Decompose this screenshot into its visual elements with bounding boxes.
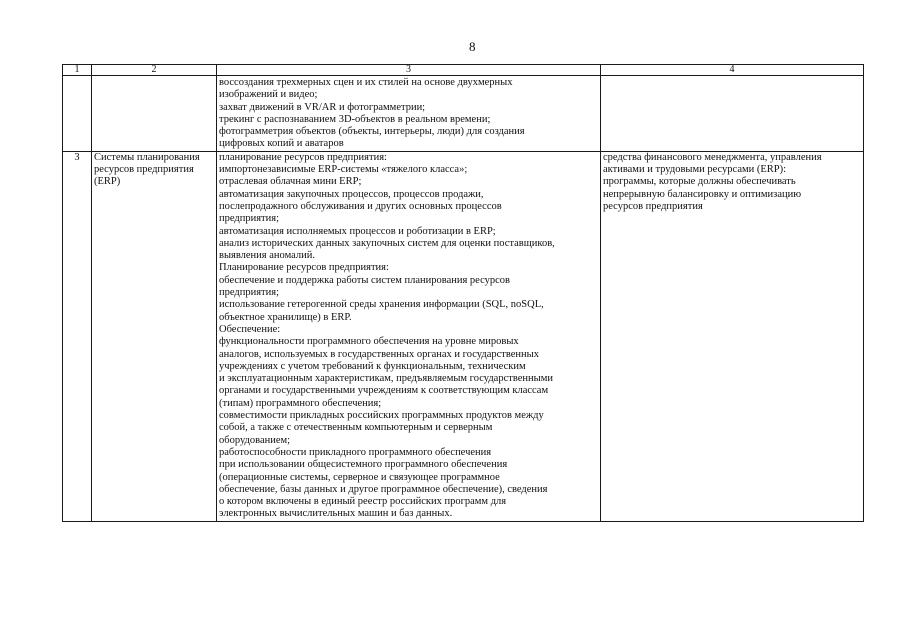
text-line: функциональности программного обеспечения на уровне мировых xyxy=(219,336,519,348)
text-line: собой, а также с отечественным компьютерным и серверным xyxy=(219,422,493,434)
header-cell-2: 2 xyxy=(92,65,217,76)
text-line: учреждениях с учетом требований к функциональным, техническим xyxy=(219,360,526,372)
text-line: Обеспечение: xyxy=(219,323,281,335)
text-line: воссоздания трехмерных сцен и их стилей на основе двухмерных xyxy=(219,77,513,88)
text-line: активами и трудовыми ресурсами (ERP): xyxy=(603,164,787,176)
text-line: выявления аномалий. xyxy=(219,250,316,262)
products-cell xyxy=(601,151,864,521)
text-line: захват движений в VR/AR и фотограмметрии; xyxy=(219,101,426,113)
text-line: предприятия; xyxy=(219,213,280,225)
text-line: предприятия; xyxy=(219,287,280,299)
continuation-technologies-cell xyxy=(217,76,601,152)
text-line: анализ исторических данных закупочных систем для оценки поставщиков, xyxy=(219,237,555,249)
text-line: обеспечение и поддержка работы систем планирования ресурсов xyxy=(219,274,510,286)
continuation-number-cell xyxy=(63,76,92,152)
text-line: автоматизация исполняемых процессов и роботизации в ERP; xyxy=(219,225,496,237)
text-line: электронных вычислительных машин и баз данных. xyxy=(219,508,453,520)
text-line: программы, которые должны обеспечивать xyxy=(603,176,796,188)
header-cell-1: 1 xyxy=(63,65,92,76)
row-number-cell: 3 xyxy=(63,151,92,521)
continuation-products-cell xyxy=(601,76,864,152)
table-row-3 xyxy=(63,151,864,521)
text-line: объектное хранилище) в ERP. xyxy=(219,311,352,323)
text-line: Планирование ресурсов предприятия: xyxy=(219,262,389,274)
text-line: Системы планирования xyxy=(94,151,200,163)
requirements-table xyxy=(62,64,864,522)
text-line: планирование ресурсов предприятия: xyxy=(219,151,387,163)
text-line: импортонезависимые ERP-системы «тяжелого класса»; xyxy=(219,164,468,176)
text-line: автоматизация закупочных процессов, процессов продажи, xyxy=(219,188,484,200)
text-line: органами и государственными учреждениям к соответствующим классам xyxy=(219,385,549,397)
text-line: оборудованием; xyxy=(219,434,291,446)
text-line: ресурсов предприятия xyxy=(94,164,194,176)
text-line: работоспособности прикладного программного обеспечения xyxy=(219,446,492,458)
technologies-cell xyxy=(217,151,601,521)
page-number: 8 xyxy=(469,39,476,54)
text-line: (операционные системы, серверное и связующее программное xyxy=(219,471,500,483)
text-line: трекинг с распознаванием 3D-объектов в реальном времени; xyxy=(219,113,491,125)
continuation-name-cell xyxy=(92,76,217,152)
text-line: обеспечение, базы данных и другое программное обеспечение), сведения xyxy=(219,483,548,495)
system-name-cell xyxy=(92,151,217,521)
text-line: ресурсов предприятия xyxy=(603,200,703,212)
text-line: аналогов, используемых в государственных органах и государственных xyxy=(219,348,539,360)
text-line: совместимости прикладных российских программных продуктов между xyxy=(219,410,544,422)
text-line: средства финансового менеджмента, управления xyxy=(603,151,822,163)
text-line: о котором включены в единый реестр российских программ для xyxy=(219,496,507,508)
text-line: отраслевая облачная мини ERP; xyxy=(219,176,362,188)
text-line: послепродажного обслуживания и других основных процессов xyxy=(219,200,502,212)
text-line: и эксплуатационным характеристикам, предъявляемым государственными xyxy=(219,373,553,385)
text-line: использование гетерогенной среды хранения информации (SQL, noSQL, xyxy=(219,299,544,311)
continuation-row xyxy=(63,76,864,152)
text-line: непрерывную балансировку и оптимизацию xyxy=(603,188,802,200)
text-line: (типам) программного обеспечения; xyxy=(219,397,382,409)
text-line: цифровых копий и аватаров xyxy=(219,138,344,150)
header-cell-3: 3 xyxy=(217,65,601,76)
text-line: (ERP) xyxy=(94,176,121,188)
header-cell-4: 4 xyxy=(601,65,864,76)
table-header-row xyxy=(63,65,864,76)
text-line: изображений и видео; xyxy=(219,89,318,101)
text-line: фотограмметрия объектов (объекты, интерьеры, люди) для создания xyxy=(219,126,525,138)
text-line: при использовании общесистемного программного обеспечения xyxy=(219,459,508,471)
